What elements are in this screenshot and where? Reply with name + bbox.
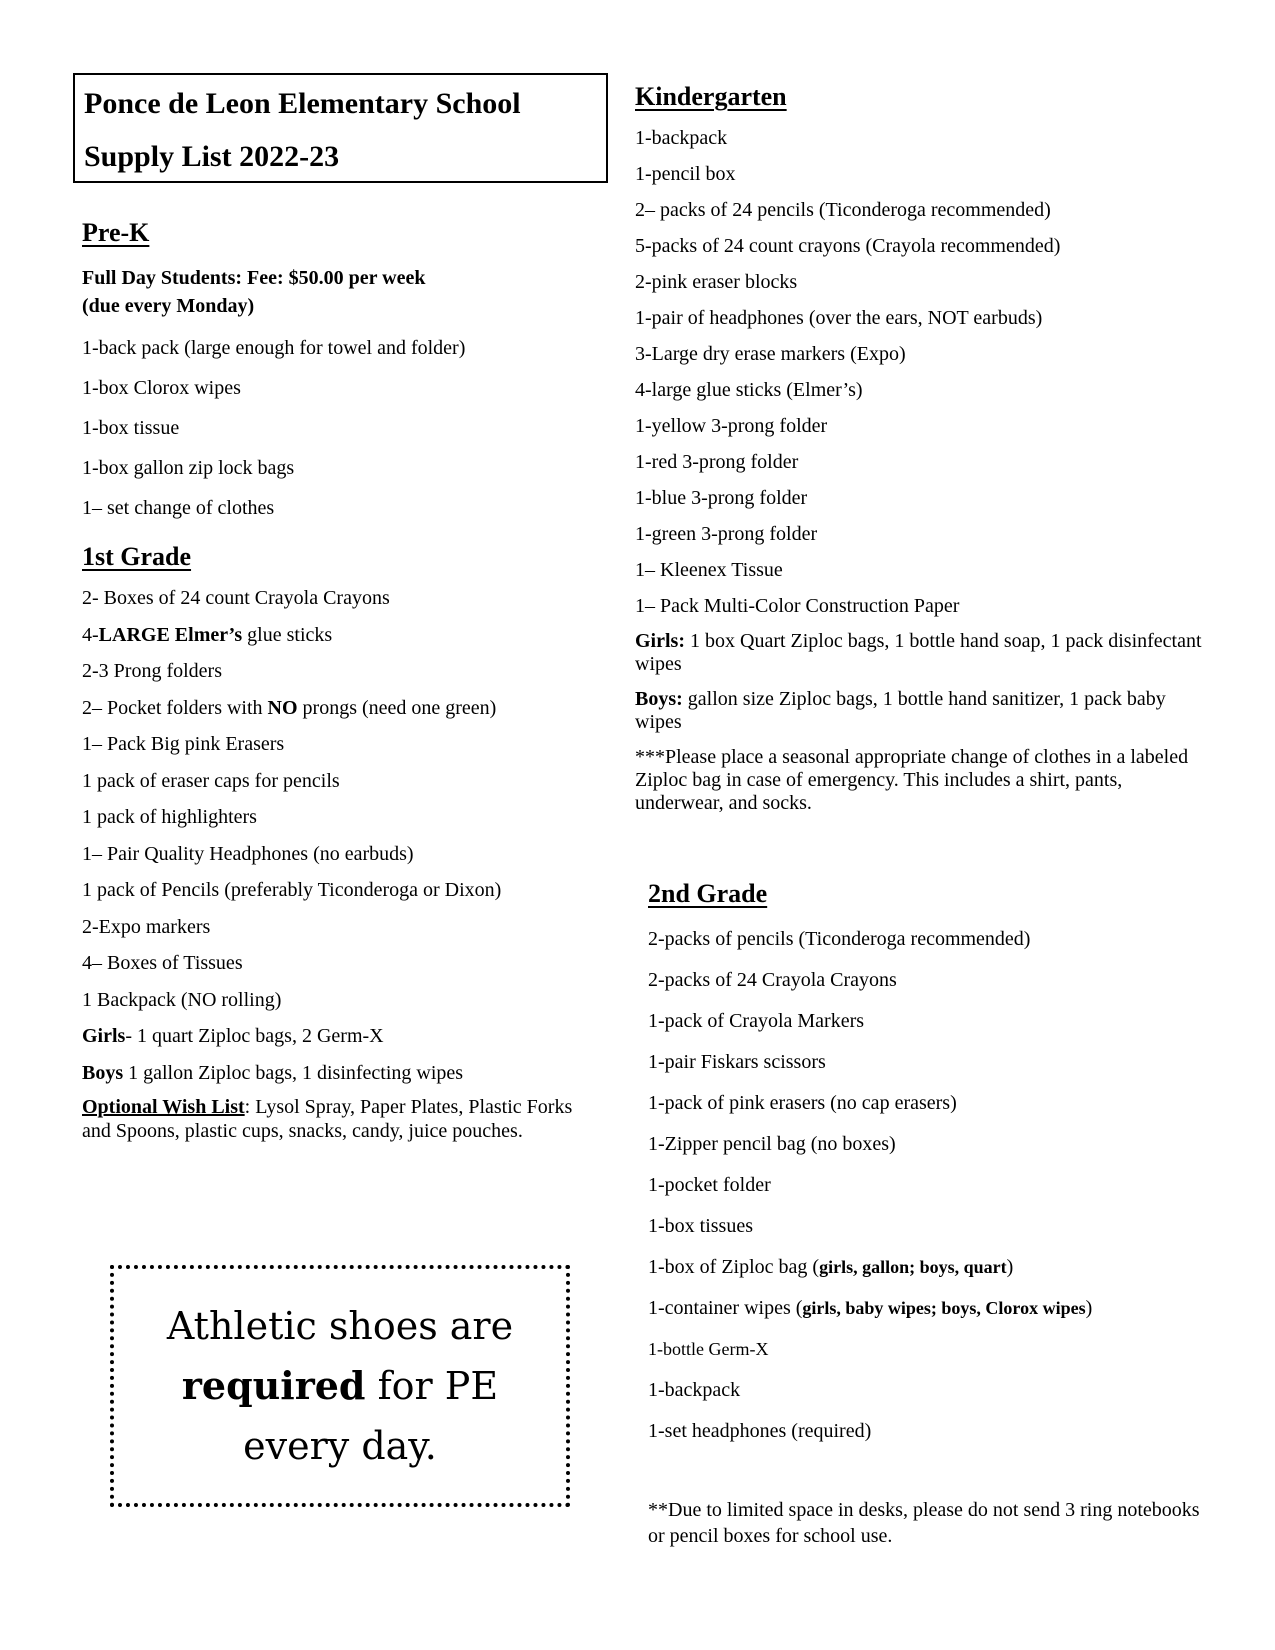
item-emphasis: girls, baby wipes; boys, Clorox wipes xyxy=(802,1298,1086,1318)
list-item: 1 pack of eraser caps for pencils xyxy=(82,769,340,792)
list-item: 1– Pair Quality Headphones (no earbuds) xyxy=(82,842,414,865)
item-text: prongs (need one green) xyxy=(297,696,497,719)
list-item: 1-pair Fiskars scissors xyxy=(648,1051,826,1073)
notice-line xyxy=(167,1356,513,1416)
notice-text-span: for PE xyxy=(365,1364,499,1408)
grade2-section xyxy=(648,871,1208,1549)
list-item: 2-3 Prong folders xyxy=(82,660,222,682)
list-item xyxy=(648,1255,1208,1279)
list-item: 1-back pack (large enough for towel and folder) xyxy=(82,337,466,359)
list-item: 1-backpack xyxy=(648,1379,741,1401)
notice-line: every day. xyxy=(243,1424,437,1468)
prek-fee-note xyxy=(82,264,602,320)
item-text: ) xyxy=(1006,1256,1014,1278)
list-item: 1 pack of Pencils (preferably Ticonderoga or Dixon) xyxy=(82,879,502,901)
prek-section xyxy=(82,210,602,520)
kindergarten-heading: Kindergarten xyxy=(635,82,787,111)
list-item: 1 Backpack (NO rolling) xyxy=(82,988,282,1011)
notice-line: Athletic shoes are xyxy=(166,1304,514,1348)
boys-list-item xyxy=(635,688,1205,734)
list-item xyxy=(82,696,602,720)
girls-label: Girls: xyxy=(635,630,685,652)
list-item xyxy=(82,623,602,647)
list-item: 1– Pack Multi-Color Construction Paper xyxy=(635,595,960,617)
item-text: ) xyxy=(1085,1297,1093,1319)
notice-emphasis: required xyxy=(181,1363,366,1408)
optional-wish-list xyxy=(82,1095,602,1143)
list-item: 2- Boxes of 24 count Crayola Crayons xyxy=(82,587,390,609)
list-item: 1-set headphones (required) xyxy=(648,1420,872,1442)
boys-label: Boys xyxy=(82,1061,124,1084)
kindergarten-section xyxy=(635,74,1215,815)
prek-fee-due: (due every Monday) xyxy=(82,295,255,317)
list-item: 1 pack of highlighters xyxy=(82,806,257,828)
athletic-shoes-notice xyxy=(110,1265,570,1507)
girls-list-item xyxy=(635,630,1205,676)
list-item xyxy=(648,1296,1208,1320)
list-item: 1-pocket folder xyxy=(648,1174,771,1196)
school-name: Ponce de Leon Elementary School xyxy=(84,87,521,120)
boys-list-item xyxy=(82,1061,602,1085)
grade1-heading: 1st Grade xyxy=(82,542,192,571)
list-item: 2– packs of 24 pencils (Ticonderoga recommended) xyxy=(635,199,1051,221)
list-item: 4-large glue sticks (Elmer’s) xyxy=(635,379,863,401)
list-item: 1-box Clorox wipes xyxy=(82,377,241,399)
item-text: - 1 quart Ziploc bags, 2 Germ-X xyxy=(125,1025,384,1047)
list-item: 2-Expo markers xyxy=(82,915,211,938)
item-text: 4- xyxy=(82,623,99,646)
item-text: 1 box Quart Ziploc bags, 1 bottle hand soap, 1 pack disinfectant wipes xyxy=(635,630,1202,675)
list-item: 1-red 3-prong folder xyxy=(635,451,799,473)
wish-list-text: : Lysol Spray, Paper Plates, Plastic Forks and Spoons, plastic cups, snacks, candy, juice pouches. xyxy=(82,1095,573,1142)
list-item: 2-packs of 24 Crayola Crayons xyxy=(648,969,897,991)
list-item: 1– Kleenex Tissue xyxy=(635,559,783,581)
list-item: 1-yellow 3-prong folder xyxy=(635,415,828,437)
list-item: 1-box tissue xyxy=(82,417,180,439)
list-item: 1-box gallon zip lock bags xyxy=(82,457,295,479)
girls-label: Girls xyxy=(82,1025,126,1047)
list-item: 2-packs of pencils (Ticonderoga recommended) xyxy=(648,928,1031,950)
item-emphasis: LARGE Elmer’s xyxy=(98,623,243,646)
prek-heading: Pre-K xyxy=(82,218,150,247)
list-item: 1-pencil box xyxy=(635,163,736,185)
grade2-heading: 2nd Grade xyxy=(648,879,768,908)
desk-space-note: **Due to limited space in desks, please do not send 3 ring notebooks or pencil boxes for school use. xyxy=(648,1499,1200,1547)
list-item: 1– set change of clothes xyxy=(82,497,275,519)
item-text: 1-box of Ziploc bag ( xyxy=(648,1256,820,1278)
prek-fee-line: Full Day Students: Fee: $50.00 per week xyxy=(82,267,426,289)
list-item: 1– Pack Big pink Erasers xyxy=(82,733,285,755)
list-item: 1-blue 3-prong folder xyxy=(635,487,808,509)
list-item: 1-bottle Germ-X xyxy=(648,1339,769,1359)
list-item: 5-packs of 24 count crayons (Crayola recommended) xyxy=(635,235,1061,257)
item-text: gallon size Ziploc bags, 1 bottle hand sanitizer, 1 pack baby wipes xyxy=(635,688,1166,733)
item-text: glue sticks xyxy=(242,623,333,646)
item-emphasis: NO xyxy=(267,696,298,719)
list-item: 1-pack of Crayola Markers xyxy=(648,1010,865,1032)
document-title: Supply List 2022-23 xyxy=(84,140,340,173)
list-item: 1-pack of pink erasers (no cap erasers) xyxy=(648,1092,957,1114)
item-text: 2– Pocket folders with xyxy=(82,696,268,719)
list-item: 1-backpack xyxy=(635,127,728,149)
item-text: 1-container wipes ( xyxy=(648,1297,803,1319)
list-item: 1-Zipper pencil bag (no boxes) xyxy=(648,1133,896,1155)
item-text: 1 gallon Ziploc bags, 1 disinfecting wipes xyxy=(123,1061,464,1084)
wish-list-label: Optional Wish List xyxy=(82,1095,245,1118)
list-item: 2-pink eraser blocks xyxy=(635,271,798,293)
change-of-clothes-note: ***Please place a seasonal appropriate change of clothes in a labeled Ziploc bag in case of emergency. This includes a shirt, pants, underwear, and socks. xyxy=(635,746,1189,814)
notice-text xyxy=(167,1296,513,1476)
list-item: 3-Large dry erase markers (Expo) xyxy=(635,343,906,365)
list-item: 4– Boxes of Tissues xyxy=(82,952,243,974)
title-box xyxy=(73,73,608,183)
boys-label: Boys: xyxy=(635,688,683,710)
item-emphasis: girls, gallon; boys, quart xyxy=(819,1257,1007,1277)
grade1-section xyxy=(82,534,602,1143)
left-column xyxy=(82,210,602,1143)
list-item: 1-green 3-prong folder xyxy=(635,523,818,545)
girls-list-item xyxy=(82,1024,602,1048)
list-item: 1-box tissues xyxy=(648,1215,753,1237)
list-item: 1-pair of headphones (over the ears, NOT earbuds) xyxy=(635,307,1043,329)
